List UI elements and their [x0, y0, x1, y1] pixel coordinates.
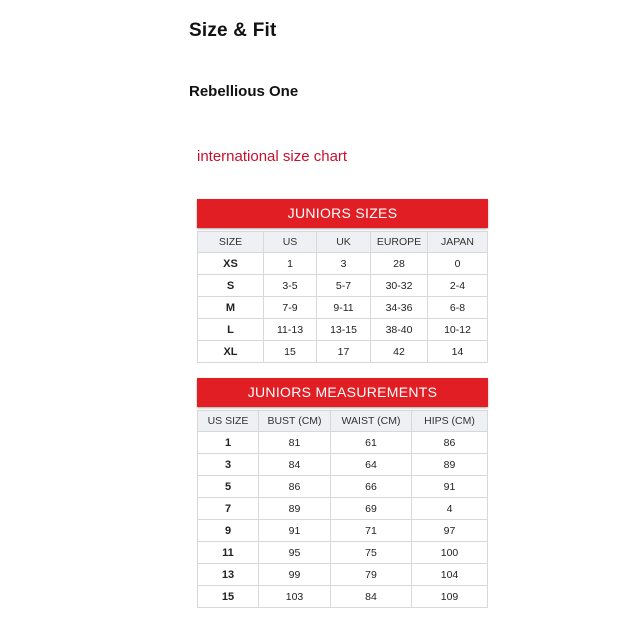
table-row [198, 520, 488, 542]
table-cell: 30-32 [371, 275, 428, 297]
table-row [198, 432, 488, 454]
table-row [198, 476, 488, 498]
table-cell: 4 [412, 498, 488, 520]
table-row [198, 275, 488, 297]
table-cell: 97 [412, 520, 488, 542]
table-cell: S [198, 275, 264, 297]
table-cell: 34-36 [371, 297, 428, 319]
table-cell: 0 [428, 253, 488, 275]
table-cell: 99 [259, 564, 331, 586]
page-title: Size & Fit [189, 20, 277, 41]
table-row [198, 297, 488, 319]
table-cell: 5-7 [317, 275, 371, 297]
table-row [198, 564, 488, 586]
column-header: SIZE [198, 232, 264, 253]
table-row [198, 498, 488, 520]
column-header: WAIST (CM) [331, 411, 412, 432]
juniors-sizes-table [197, 231, 488, 363]
table-cell: 91 [412, 476, 488, 498]
table-cell: 9 [198, 520, 259, 542]
table-cell: 38-40 [371, 319, 428, 341]
table-cell: 7 [198, 498, 259, 520]
table-cell: 66 [331, 476, 412, 498]
table-cell: 2-4 [428, 275, 488, 297]
table-cell: 75 [331, 542, 412, 564]
table-cell: 61 [331, 432, 412, 454]
table-row [198, 341, 488, 363]
table-header-row [198, 411, 488, 432]
table-cell: 14 [428, 341, 488, 363]
column-header: US [264, 232, 317, 253]
juniors-sizes-chart [197, 199, 488, 363]
table-cell: 11 [198, 542, 259, 564]
table-cell: 1 [264, 253, 317, 275]
table-cell: 28 [371, 253, 428, 275]
table-cell: 104 [412, 564, 488, 586]
table-cell: 42 [371, 341, 428, 363]
table-cell: 64 [331, 454, 412, 476]
table-cell: 9-11 [317, 297, 371, 319]
table-cell: 7-9 [264, 297, 317, 319]
table-header-row [198, 232, 488, 253]
table-cell: 103 [259, 586, 331, 608]
table-cell: 10-12 [428, 319, 488, 341]
table-cell: XL [198, 341, 264, 363]
table-cell: 86 [259, 476, 331, 498]
juniors-measurements-table [197, 410, 488, 608]
table-cell: 15 [264, 341, 317, 363]
table-cell: 3 [317, 253, 371, 275]
table-row [198, 319, 488, 341]
table-cell: 79 [331, 564, 412, 586]
table-cell: 5 [198, 476, 259, 498]
table-cell: 69 [331, 498, 412, 520]
table-cell: 109 [412, 586, 488, 608]
column-header: EUROPE [371, 232, 428, 253]
table-cell: 84 [259, 454, 331, 476]
table-cell: 84 [331, 586, 412, 608]
international-size-chart-link[interactable]: international size chart [197, 148, 348, 165]
table-cell: 89 [259, 498, 331, 520]
column-header: US SIZE [198, 411, 259, 432]
juniors-measurements-heading: JUNIORS MEASUREMENTS [197, 378, 488, 407]
table-cell: 13-15 [317, 319, 371, 341]
column-header: HIPS (CM) [412, 411, 488, 432]
table-cell: 1 [198, 432, 259, 454]
table-row [198, 454, 488, 476]
table-cell: 89 [412, 454, 488, 476]
column-header: JAPAN [428, 232, 488, 253]
juniors-sizes-heading: JUNIORS SIZES [197, 199, 488, 228]
table-cell: 81 [259, 432, 331, 454]
table-row [198, 586, 488, 608]
table-cell: 17 [317, 341, 371, 363]
product-name: Rebellious One [189, 83, 299, 100]
table-cell: 95 [259, 542, 331, 564]
table-row [198, 253, 488, 275]
table-cell: 15 [198, 586, 259, 608]
table-cell: 6-8 [428, 297, 488, 319]
column-header: BUST (CM) [259, 411, 331, 432]
column-header: UK [317, 232, 371, 253]
table-cell: 13 [198, 564, 259, 586]
table-cell: 71 [331, 520, 412, 542]
table-cell: 11-13 [264, 319, 317, 341]
table-cell: L [198, 319, 264, 341]
table-cell: 100 [412, 542, 488, 564]
juniors-measurements-chart [197, 378, 488, 608]
table-cell: 86 [412, 432, 488, 454]
table-cell: 91 [259, 520, 331, 542]
table-cell: XS [198, 253, 264, 275]
table-cell: 3-5 [264, 275, 317, 297]
table-cell: 3 [198, 454, 259, 476]
table-row [198, 542, 488, 564]
table-cell: M [198, 297, 264, 319]
